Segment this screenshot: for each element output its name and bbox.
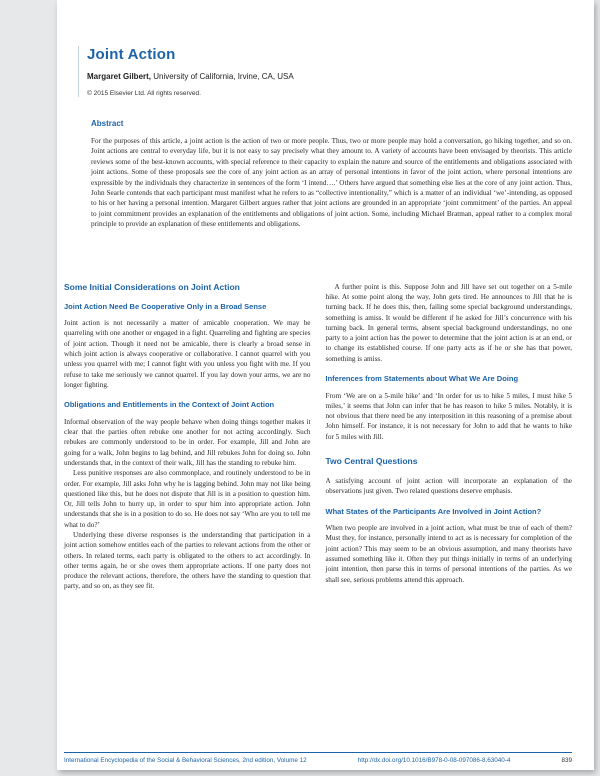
paragraph: Informal observation of the way people behave when doing things together makes it clear that the parties often rebuke one another for not acting accordingly. Such rebukes are commonly understood to be in order. For example, Jill and John are going for a walk, John begins to lag behind, and Jill rebukes John for doing so. John understands that, in the context of their walk, Jill has the standing to rebuke him. bbox=[64, 417, 311, 467]
abstract-body: For the purposes of this article, a joint action is the action of two or more people. Thus, two or more people may hold a conversation, go hiking together, and so on. Joint actions are central to everyday life, but it is not easy to say precisely what they amount to. A variety of accounts have been envisaged by theorists. This article reviews some of the best-known accounts, with special reference to their capacity to explain the nature and source of the entitlements and obligations associated with joint actions. Some of these proposals see the core of any joint action as an array of personal intentions in favor of the joint action, where personal intentions are expressible by the individuals they characterize in sentences of the form ‘I intend….’ Others have argued that something else lies at the core of any joint action. Thus, John Searle contends that each participant must manifest what he refers to as “collective intentionality,” which is a matter of an individual ‘we’-intending, as opposed to his or her having a personal intention. Margaret Gilbert argues rather that joint actions are grounded in an appropriate ‘joint commitment’ of the parties. An appeal to joint commitment provides an explanation of the entitlements and obligations of joint action. Some, including Michael Bratman, appeal rather to a complex moral principle to provide an explanation of these entitlements and obligations. bbox=[91, 137, 572, 229]
abstract-heading: Abstract bbox=[91, 119, 124, 128]
footer-source-title: International Encyclopedia of the Social & Behavioral Sciences, 2nd edition, Volume 12 bbox=[64, 757, 307, 764]
paragraph: A satisfying account of joint action will incorporate an explanation of the observations just given. Two related questions deserve emphasis. bbox=[325, 477, 572, 496]
author-name: Margaret Gilbert, bbox=[87, 72, 152, 81]
left-column bbox=[64, 282, 311, 592]
section-heading: Two Central Questions bbox=[325, 456, 418, 467]
footer-row bbox=[64, 757, 572, 764]
document-page bbox=[57, 0, 594, 770]
article-header bbox=[78, 46, 572, 97]
paragraph: When two people are involved in a joint action, what must be true of each of them? Must they, for instance, personally intend to act as is necessary for completion of the joint action? This may seem to be an obvious assumption, and many theorists have assumed something like it. Often they put things initially in terms of an underlying joint intention, then parse this in terms of personal intentions of the parties. As we shall see, serious problems attend this approach. bbox=[325, 524, 572, 584]
page-number: 839 bbox=[561, 757, 572, 764]
abstract-section bbox=[91, 119, 572, 230]
doi-link[interactable]: http://dx.doi.org/10.1016/B978-0-08-097086-8.63040-4 bbox=[357, 757, 511, 764]
subsection-heading: Inferences from Statements about What We Are Doing bbox=[325, 374, 519, 384]
subsection-heading: Joint Action Need Be Cooperative Only in a Broad Sense bbox=[64, 301, 267, 311]
paragraph: Underlying these diverse responses is the understanding that participation in a joint action somehow entitles each of the parties to relevant actions from the other or others. In related terms, each party is obligated to the others to act accordingly. In other terms again, he or she owes them appropriate actions. If one party does not produce the relevant actions, therefore, the others have the standing to question that party, and so on, as they see fit. bbox=[64, 531, 311, 591]
subsection-heading: Obligations and Entitlements in the Context of Joint Action bbox=[64, 400, 275, 410]
footer-divider bbox=[64, 752, 572, 753]
copyright-notice: © 2015 Elsevier Ltd. All rights reserved. bbox=[87, 90, 201, 97]
right-column bbox=[326, 282, 573, 592]
subsection-heading: What States of the Participants Are Involved in Joint Action? bbox=[325, 506, 542, 516]
paragraph: A further point is this. Suppose John and Jill have set out together on a 5-mile hike. At some point along the way, John gets tired. He announces to Jill that he is turning back. If he does this, then, failing some special background understandings, something is amiss. It would be different if he asked for Jill’s concurrence with his turning back. In general terms, absent special background understandings, no one party to a joint action has the power to determine that the joint action is at an end, or to change its established course. If one party acts as if he or she has that power, something is amiss. bbox=[325, 282, 572, 363]
paragraph: Joint action is not necessarily a matter of amicable cooperation. We may be quarreling with one another or engaged in a fight. Quarreling and fighting are species of joint action. Though it need not be amicable, there is clearly a broad sense in which joint action is always cooperative or collaborative. I cannot quarrel with you unless you quarrel with me; I cannot fight with you unless you fight with me. If you refuse to take me seriously we cannot quarrel. If you lay down your arms, we are no longer fighting. bbox=[64, 319, 311, 389]
body-columns bbox=[64, 282, 572, 592]
article-title: Joint Action bbox=[87, 46, 176, 63]
author-affiliation: University of California, Irvine, CA, USA bbox=[151, 72, 294, 81]
paragraph: Less punitive responses are also commonplace, and routinely understood to be in order. For example, Jill asks John why he is lagging behind. John may not like being questioned like this, but he does not dispute that Jill is in a position to question him. Or, Jill tells John to hurry up, in order to spur him into appropriate action. John understands that she is in a position to do so. He does not say ‘Who are you to tell me what to do?’ bbox=[64, 469, 311, 529]
page-footer bbox=[64, 752, 572, 764]
author-line bbox=[87, 72, 572, 81]
section-heading: Some Initial Considerations on Joint Action bbox=[64, 281, 240, 292]
paragraph: From ‘We are on a 5-mile hike’ and ‘In order for us to hike 5 miles, I must hike 5 miles,’ it seems that John can infer that he has reason to hike 5 miles. Notably, it is not obvious that there need be any interposition in this reasoning of a premise about John himself. For instance, it is not necessary for John to add that he wants to hike for 5 miles with Jill. bbox=[325, 391, 572, 441]
